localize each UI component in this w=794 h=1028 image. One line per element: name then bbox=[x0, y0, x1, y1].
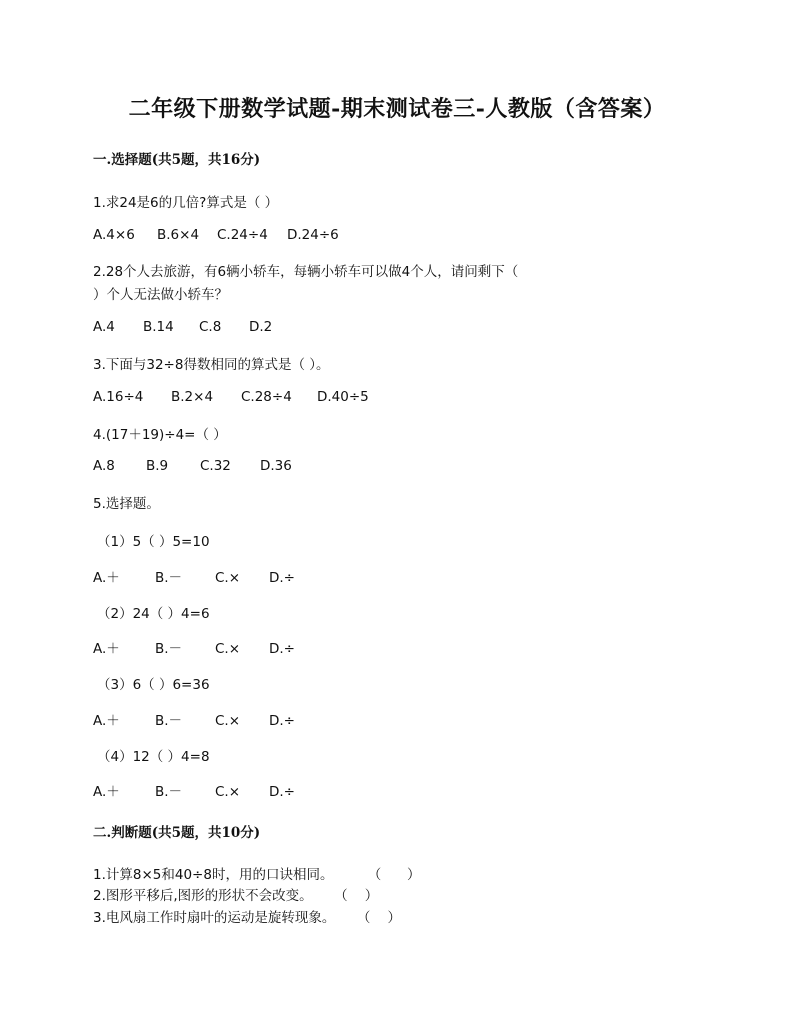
sub-question-1-options bbox=[93, 566, 295, 586]
sub-question-2-options bbox=[93, 637, 295, 657]
sub-question-1-stem: （1）5（ ）5=10 bbox=[97, 534, 210, 550]
option-b[interactable]: B.6×4 bbox=[157, 227, 200, 243]
page-title: 二年级下册数学试题-期末测试卷三-人教版（含答案） bbox=[128, 96, 666, 122]
sub-question-4-options bbox=[93, 780, 295, 800]
option-a[interactable]: A.＋ bbox=[93, 570, 120, 586]
option-a[interactable]: A.4 bbox=[93, 319, 115, 335]
section-heading-choice: 一.选择题(共5题，共16分) bbox=[93, 152, 261, 168]
option-b[interactable]: B.－ bbox=[155, 784, 183, 800]
option-c[interactable]: C.28÷4 bbox=[241, 389, 292, 405]
question-1-stem: 1.求24是6的几倍?算式是（ ） bbox=[93, 195, 279, 211]
option-a[interactable]: A.＋ bbox=[93, 784, 120, 800]
option-c[interactable]: C.× bbox=[215, 641, 241, 657]
option-c[interactable]: C.32 bbox=[200, 458, 231, 474]
option-d[interactable]: D.2 bbox=[249, 319, 273, 335]
option-b[interactable]: B.－ bbox=[155, 570, 183, 586]
question-4-options bbox=[93, 458, 292, 474]
option-b[interactable]: B.14 bbox=[143, 319, 174, 335]
option-c[interactable]: C.× bbox=[215, 713, 241, 729]
option-a[interactable]: A.＋ bbox=[93, 713, 120, 729]
option-c[interactable]: C.24÷4 bbox=[217, 227, 268, 243]
option-a[interactable]: A.4×6 bbox=[93, 227, 135, 243]
judge-item-2: 2.图形平移后,图形的形状不会改变。 （ ） bbox=[93, 888, 379, 904]
question-2-options bbox=[93, 319, 272, 335]
option-d[interactable]: D.÷ bbox=[269, 570, 295, 586]
option-b[interactable]: B.－ bbox=[155, 713, 183, 729]
option-c[interactable]: C.8 bbox=[199, 319, 222, 335]
option-d[interactable]: D.÷ bbox=[269, 641, 295, 657]
sub-question-3-stem: （3）6（ ）6=36 bbox=[97, 677, 210, 693]
option-a[interactable]: A.16÷4 bbox=[93, 389, 144, 405]
question-3-options bbox=[93, 389, 369, 405]
option-a[interactable]: A.8 bbox=[93, 458, 115, 474]
option-a[interactable]: A.＋ bbox=[93, 641, 120, 657]
option-d[interactable]: D.24÷6 bbox=[287, 227, 339, 243]
sub-question-2-stem: （2）24（ ）4=6 bbox=[97, 606, 210, 622]
option-d[interactable]: D.÷ bbox=[269, 713, 295, 729]
question-3-stem: 3.下面与32÷8得数相同的算式是（ ）。 bbox=[93, 357, 330, 373]
sub-question-4-stem: （4）12（ ）4=8 bbox=[97, 749, 210, 765]
option-d[interactable]: D.40÷5 bbox=[317, 389, 369, 405]
sub-question-3-options bbox=[93, 709, 295, 729]
section-heading-judge: 二.判断题(共5题，共10分) bbox=[93, 825, 261, 841]
option-d[interactable]: D.36 bbox=[260, 458, 292, 474]
option-b[interactable]: B.－ bbox=[155, 641, 183, 657]
judge-item-1: 1.计算8×5和40÷8时，用的口诀相同。 （ ） bbox=[93, 867, 421, 883]
judge-item-3: 3.电风扇工作时扇叶的运动是旋转现象。 （ ） bbox=[93, 910, 402, 926]
option-d[interactable]: D.÷ bbox=[269, 784, 295, 800]
option-b[interactable]: B.2×4 bbox=[171, 389, 214, 405]
question-1-options bbox=[93, 227, 339, 243]
option-c[interactable]: C.× bbox=[215, 784, 241, 800]
question-2-stem-line2: ）个人无法做小轿车？ bbox=[93, 287, 228, 303]
question-2-stem-line1: 2.28个人去旅游，有6辆小轿车，每辆小轿车可以做4个人，请问剩下（ bbox=[93, 264, 519, 280]
option-b[interactable]: B.9 bbox=[146, 458, 169, 474]
question-5-stem: 5.选择题。 bbox=[93, 496, 160, 512]
question-4-stem: 4.(17＋19)÷4=（ ） bbox=[93, 427, 227, 443]
option-c[interactable]: C.× bbox=[215, 570, 241, 586]
